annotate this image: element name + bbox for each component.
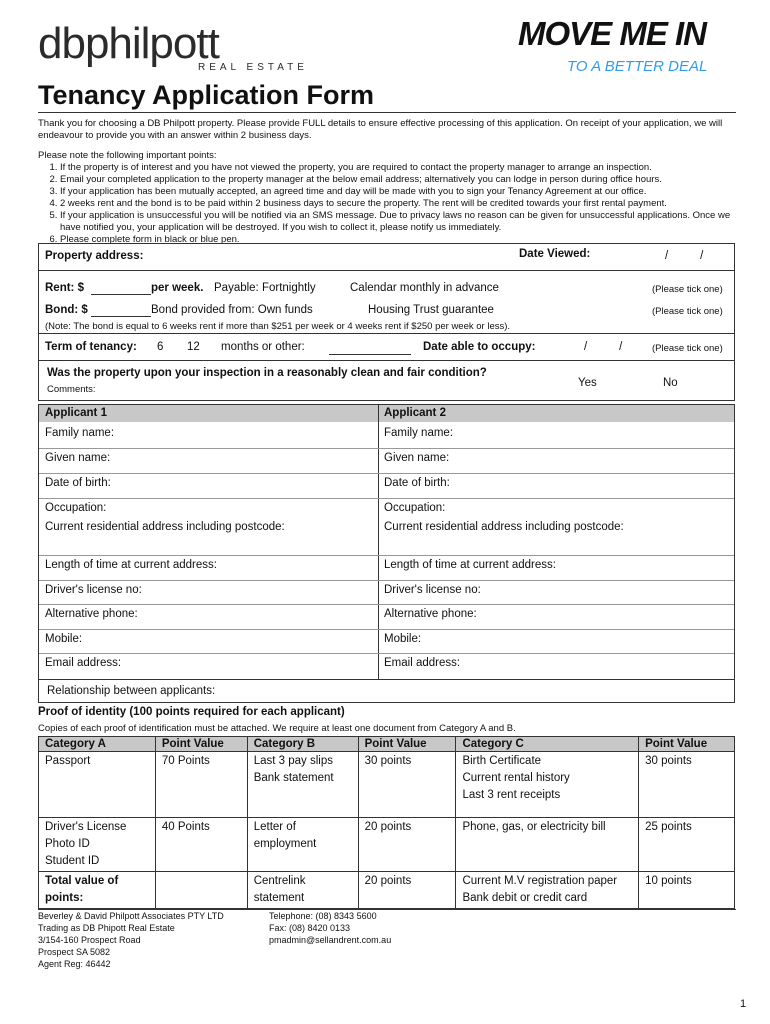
important-points	[38, 150, 738, 246]
applicant-1-heading: Applicant 1	[45, 407, 107, 419]
identity-cell: 30 points	[639, 752, 735, 818]
row-divider	[39, 653, 734, 654]
footer-contact	[269, 910, 391, 946]
identity-cell: 20 points	[358, 872, 456, 909]
identity-row	[39, 818, 735, 872]
page-number: 1	[740, 998, 747, 1010]
identity-header-cell: Category C	[456, 737, 639, 752]
applicant-2-field[interactable]: Date of birth:	[384, 477, 450, 489]
identity-header-cell: Point Value	[358, 737, 456, 752]
divider	[39, 333, 734, 334]
footer-line: Agent Reg: 46442	[38, 959, 111, 969]
rent-tick-hint: (Please tick one)	[652, 284, 723, 295]
property-section	[38, 243, 735, 401]
points-list	[38, 162, 738, 246]
term-label: Term of tenancy:	[45, 341, 137, 353]
applicant-2-field[interactable]: Alternative phone:	[384, 608, 477, 620]
applicant-1-field[interactable]: Date of birth:	[45, 477, 111, 489]
row-divider	[39, 473, 734, 474]
points-heading: Please note the following important points:	[38, 150, 217, 161]
comments-label: Comments:	[47, 384, 96, 395]
footer-line: Fax: (08) 8420 0133	[269, 923, 351, 933]
term-6-months[interactable]: 6	[157, 341, 164, 353]
identity-header-cell: Point Value	[155, 737, 247, 752]
dbphilpott-logo: dbphilpott	[38, 19, 219, 68]
date-viewed-label: Date Viewed:	[519, 248, 591, 260]
point-item: 5. If your application is unsuccessful you will be notified via an SMS message. Due to privacy laws no reason can be given for unsuccessful applications. Once we have notified you, your application will be destroyed. If you wish to collect it, please notify us immediately.	[60, 210, 738, 234]
identity-cell: Driver's License Photo ID Student ID	[39, 818, 156, 872]
logo-subtitle: REAL ESTATE	[198, 62, 308, 73]
date-occupy-field[interactable]: / /	[584, 341, 623, 353]
row-divider	[39, 498, 734, 499]
intro-text: Thank you for choosing a DB Philpott property. Please provide FULL details to ensure effective processing of this application. On receipt of your application, we will endeavour to provide you with an answer within 2 business days.	[38, 118, 723, 141]
column-divider	[378, 405, 379, 679]
identity-header-cell: Category B	[247, 737, 358, 752]
row-divider	[39, 448, 734, 449]
identity-heading: Proof of identity (100 points required for each applicant)	[38, 706, 345, 718]
bond-note: (Note: The bond is equal to 6 weeks rent if more than $251 per week or 4 weeks rent if $250 per week or less).	[45, 321, 511, 332]
point-item: 4. 2 weeks rent and the bond is to be paid within 2 business days to secure the property. The rent will be credited towards your first rental payment.	[60, 198, 738, 210]
rent-payable-fortnightly[interactable]: Payable: Fortnightly	[214, 282, 316, 294]
identity-table-wrap	[38, 736, 735, 909]
point-item: 6. Please complete form in black or blue pen.	[60, 234, 738, 246]
applicant-2-field[interactable]: Occupation:	[384, 502, 446, 514]
applicant-2-field[interactable]: Email address:	[384, 657, 461, 669]
row-divider	[39, 604, 734, 605]
rent-amount-field[interactable]	[91, 294, 151, 295]
applicant-1-field[interactable]: Email address:	[45, 657, 122, 669]
applicant-2-heading: Applicant 2	[384, 407, 446, 419]
identity-table	[38, 736, 735, 909]
applicant-1-field[interactable]: Occupation:	[45, 502, 107, 514]
applicant-1-field[interactable]: Current residential address including postcode:	[45, 521, 285, 533]
point-item: 2. Email your completed application to the property manager at the below email address; alternatively you can lodge in person during office hours.	[60, 174, 738, 186]
identity-note: Copies of each proof of identification must be attached. We require at least one document from Category A and B.	[38, 723, 516, 734]
applicants-section	[38, 404, 735, 703]
point-item: 1. If the property is of interest and you have not viewed the property, you are required to contact the property manager to arrange an inspection.	[60, 162, 738, 174]
relationship-field[interactable]: Relationship between applicants:	[47, 685, 216, 697]
applicant-2-field[interactable]: Given name:	[384, 452, 450, 464]
bond-housing-trust[interactable]: Housing Trust guarantee	[368, 304, 494, 316]
point-item: 3. If your application has been mutually accepted, an agreed time and day will be made with you to sign your Tenancy Agreement at our office.	[60, 186, 738, 198]
condition-question: Was the property upon your inspection in a reasonably clean and fair condition?	[47, 367, 487, 379]
term-other-label: months or other:	[221, 341, 305, 353]
page-title: Tenancy Application Form	[38, 80, 375, 110]
identity-cell: Last 3 pay slips Bank statement	[247, 752, 358, 818]
property-address-label: Property address:	[45, 250, 144, 262]
footer-line: Telephone: (08) 8343 5600	[269, 911, 377, 921]
bond-label: Bond: $	[45, 304, 88, 316]
rent-calendar-monthly[interactable]: Calendar monthly in advance	[350, 282, 499, 294]
applicant-1-field[interactable]: Mobile:	[45, 633, 83, 645]
identity-cell: Phone, gas, or electricity bill	[456, 818, 639, 872]
identity-cell: 70 Points	[155, 752, 247, 818]
move-me-in-tagline: TO A BETTER DEAL	[567, 58, 708, 75]
identity-cell: 30 points	[358, 752, 456, 818]
identity-row	[39, 872, 735, 909]
move-me-in-logo: MOVE ME IN	[518, 15, 707, 52]
footer-line: Beverley & David Philpott Associates PTY LTD	[38, 911, 224, 921]
row-divider	[39, 555, 734, 556]
applicant-2-field[interactable]: Mobile:	[384, 633, 422, 645]
row-divider	[39, 629, 734, 630]
identity-cell: 10 points	[639, 872, 735, 909]
applicant-1-field[interactable]: Length of time at current address:	[45, 559, 217, 571]
date-occupy-label: Date able to occupy:	[423, 341, 536, 353]
rent-label: Rent: $	[45, 282, 84, 294]
bond-own-funds[interactable]: Bond provided from: Own funds	[151, 304, 313, 316]
term-other-field[interactable]	[329, 354, 411, 355]
identity-cell: Birth Certificate Current rental history Last 3 rent receipts	[456, 752, 639, 818]
bond-tick-hint: (Please tick one)	[652, 306, 723, 317]
row-divider	[39, 580, 734, 581]
applicant-1-field[interactable]: Driver's license no:	[45, 584, 142, 596]
footer-line: pmadmin@sellandrent.com.au	[269, 935, 392, 945]
identity-row	[39, 752, 735, 818]
rent-per-week: per week.	[151, 282, 204, 294]
applicant-1-field[interactable]: Given name:	[45, 452, 111, 464]
term-tick-hint: (Please tick one)	[652, 343, 723, 354]
applicant-2-field[interactable]: Driver's license no:	[384, 584, 481, 596]
identity-cell: Current M.V registration paper Bank debit or credit card	[456, 872, 639, 909]
footer-line: Prospect SA 5082	[38, 947, 111, 957]
divider	[39, 360, 734, 361]
applicant-2-field[interactable]: Current residential address including postcode:	[384, 521, 624, 533]
identity-cell: Centrelink statement	[247, 872, 358, 909]
identity-cell	[155, 872, 247, 909]
identity-header-cell: Category A	[39, 737, 156, 752]
identity-header-cell: Point Value	[639, 737, 735, 752]
footer-line: 3/154-160 Prospect Road	[38, 935, 141, 945]
applicant-2-field[interactable]: Family name:	[384, 427, 454, 439]
date-viewed-field[interactable]: / /	[665, 250, 704, 262]
identity-cell: 25 points	[639, 818, 735, 872]
divider	[39, 679, 734, 680]
condition-yes[interactable]: Yes	[578, 377, 597, 389]
condition-no[interactable]: No	[663, 377, 678, 389]
title-divider	[38, 112, 736, 113]
footer-company	[38, 910, 224, 970]
applicant-2-field[interactable]: Length of time at current address:	[384, 559, 556, 571]
identity-cell: Letter of employment	[247, 818, 358, 872]
term-12-months[interactable]: 12	[187, 341, 200, 353]
identity-cell: 40 Points	[155, 818, 247, 872]
identity-cell: 20 points	[358, 818, 456, 872]
divider	[39, 270, 734, 271]
applicant-1-field[interactable]: Alternative phone:	[45, 608, 138, 620]
identity-cell: Total value of points:	[39, 872, 156, 909]
applicant-1-field[interactable]: Family name:	[45, 427, 115, 439]
footer-line: Trading as DB Phipott Real Estate	[38, 923, 175, 933]
bond-amount-field[interactable]	[91, 316, 151, 317]
identity-cell: Passport	[39, 752, 156, 818]
